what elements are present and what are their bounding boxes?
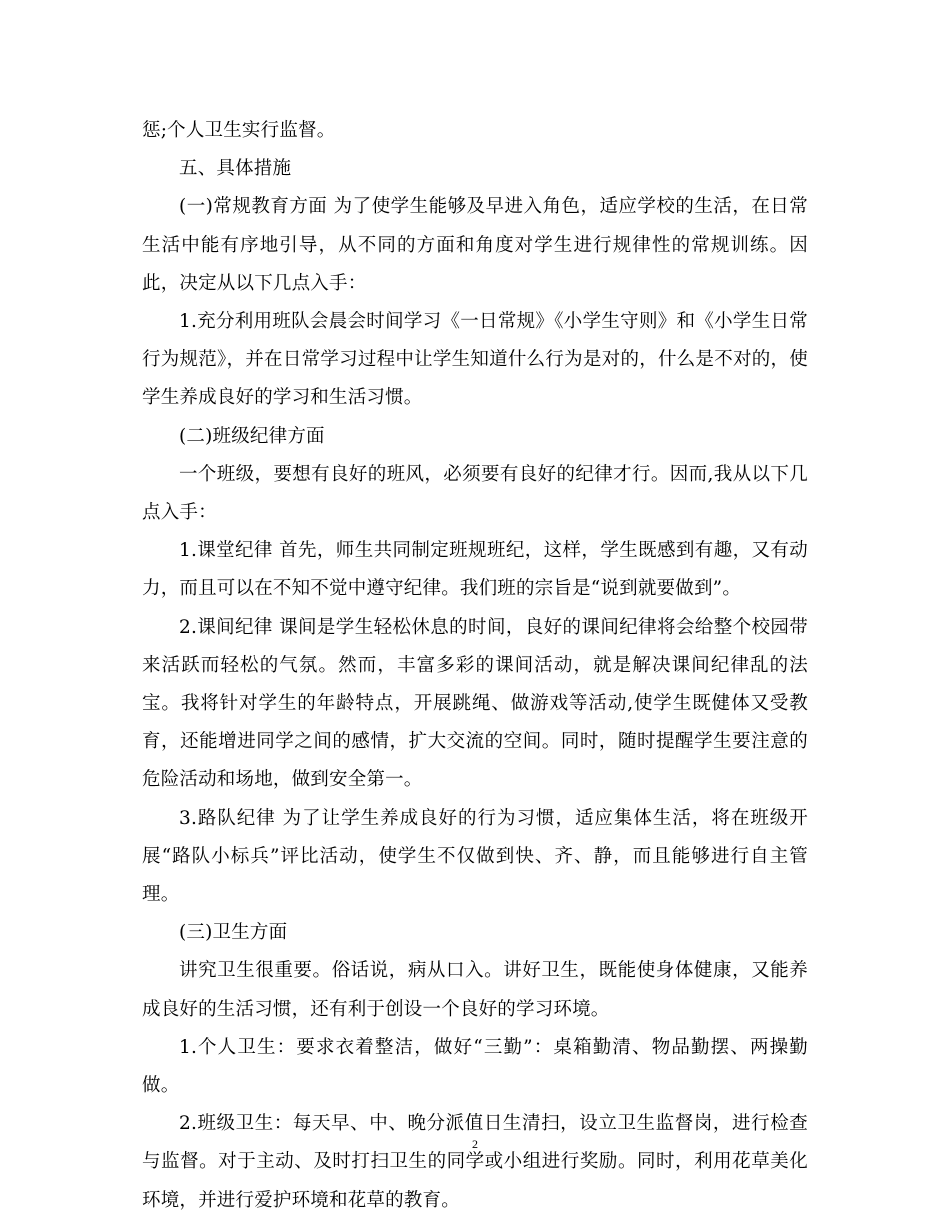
subheading-class-discipline: (二)班级纪律方面: [179, 425, 325, 447]
paragraph-queue-discipline: 3.路队纪律 为了让学生养成良好的行为习惯，适应集体生活，将在班级开展“路队小标兵”评比活动，使学生不仅做到快、齐、静，而且能够进行自主管理。: [142, 807, 808, 906]
subheading-hygiene: (三)卫生方面: [179, 922, 288, 944]
page-number: 2: [472, 1137, 478, 1151]
section-heading-specific-measures: 五、具体措施: [179, 158, 292, 180]
paragraph-class-discipline-intro: 一个班级，要想有良好的班风，必须要有良好的纪律才行。因而,我从以下几点入手：: [142, 463, 808, 524]
paragraph-continuation: 惩;个人卫生实行监督。: [142, 120, 336, 141]
paragraph-class-hygiene: 2.班级卫生：每天早、中、晚分派值日生清扫，设立卫生监督岗，进行检查与监督。对于主动、及时打扫卫生的同学或小组进行奖励。同时，利用花草美化环境，并进行爱护环境和花草的教育。: [142, 1113, 808, 1211]
paragraph-classroom-discipline: 1.课堂纪律 首先，师生共同制定班规班纪，这样，学生既感到有趣，又有动力，而且可以在不知不觉中遵守纪律。我们班的宗旨是“说到就要做到”。: [142, 540, 808, 600]
paragraph-break-discipline: 2.课间纪律 课间是学生轻松休息的时间，良好的课间纪律将会给整个校园带来活跃而轻松的气氛。然而，丰富多彩的课间活动，就是解决课间纪律乱的法宝。我将针对学生的年龄特点，开展跳绳、做游戏等活动,使学生既健体又受教育，还能增进同学之间的感情，扩大交流的空间。同时，随时提醒学生要注意的危险活动和场地，做到安全第一。: [142, 616, 808, 791]
paragraph-hygiene-intro: 讲究卫生很重要。俗话说，病从口入。讲好卫生，既能使身体健康，又能养成良好的生活习惯，还有利于创设一个良好的学习环境。: [142, 960, 808, 1020]
paragraph-personal-hygiene: 1.个人卫生：要求衣着整洁，做好“三勤”：桌箱勤清、物品勤摆、两操勤做。: [142, 1036, 808, 1097]
paragraph-routine-item-1: 1.充分利用班队会晨会时间学习《一日常规》《小学生守则》和《小学生日常行为规范》，并在日常学习过程中让学生知道什么行为是对的，什么是不对的，使学生养成良好的学习和生活习惯。: [142, 311, 808, 409]
document-body: [142, 112, 808, 1220]
paragraph-routine-education: (一)常规教育方面 为了使学生能够及早进入角色，适应学校的生活，在日常生活中能有序地引导，从不同的方面和角度对学生进行规律性的常规训练。因此，决定从以下几点入手：: [142, 196, 808, 294]
